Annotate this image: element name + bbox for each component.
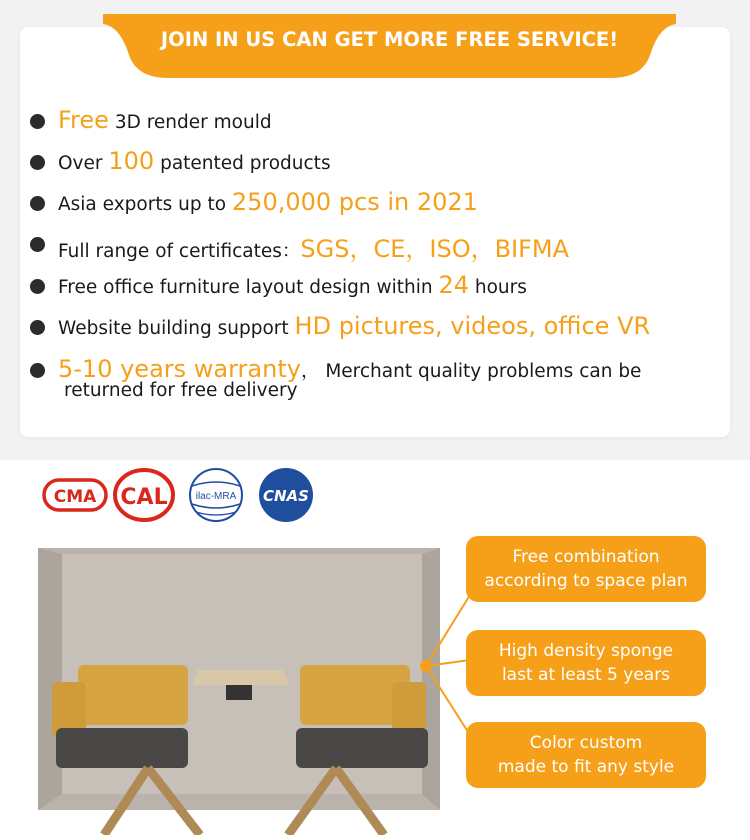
cnas-logo-label: CNAS [263,487,309,505]
feature-certificates: Full range of certificates：SGS，CE，ISO，BIFMA [58,235,570,263]
cma-logo-label: CMA [53,487,97,507]
callout-free-combination [466,536,706,602]
ilac-mra-logo-label: ilac-MRA [195,491,237,502]
bullet-icon [30,237,45,252]
feature-warranty-continuation: returned for free delivery [64,380,298,401]
cma-logo [44,480,106,510]
callout-color-custom [466,722,706,788]
ilac-mra-logo [190,469,242,521]
certification-logos [40,468,330,524]
callout-line: High density sponge [498,641,674,661]
bullet-icon [30,114,45,129]
feature-warranty: 5-10 years warranty， Merchant quality problems can be [58,355,642,383]
cnas-logo [259,468,313,522]
feature-patented-products: Over 100 patented products [58,147,331,175]
bullet-icon [30,320,45,335]
callout-sponge [466,630,706,696]
callout-line: last at least 5 years [501,665,671,685]
cal-logo-label: CAL [120,485,168,510]
bullet-icon [30,279,45,294]
bullet-icon [30,363,45,378]
bullet-icon [30,155,45,170]
banner-text: JOIN IN US CAN GET MORE FREE SERVICE! [160,28,619,51]
feature-asia-exports: Asia exports up to 250,000 pcs in 2021 [58,188,478,216]
callout-line: made to fit any style [497,757,675,777]
feature-free-render: Free 3D render mould [58,106,272,134]
bullet-icon [30,196,45,211]
feature-website-support: Website building support HD pictures, videos, office VR [58,312,651,340]
cal-logo [115,470,173,520]
feature-layout-design: Free office furniture layout design within 24 hours [58,271,527,299]
callout-line: Free combination [512,547,660,567]
promo-banner [103,14,676,78]
callout-line: according to space plan [484,571,688,591]
callout-line: Color custom [529,733,643,753]
